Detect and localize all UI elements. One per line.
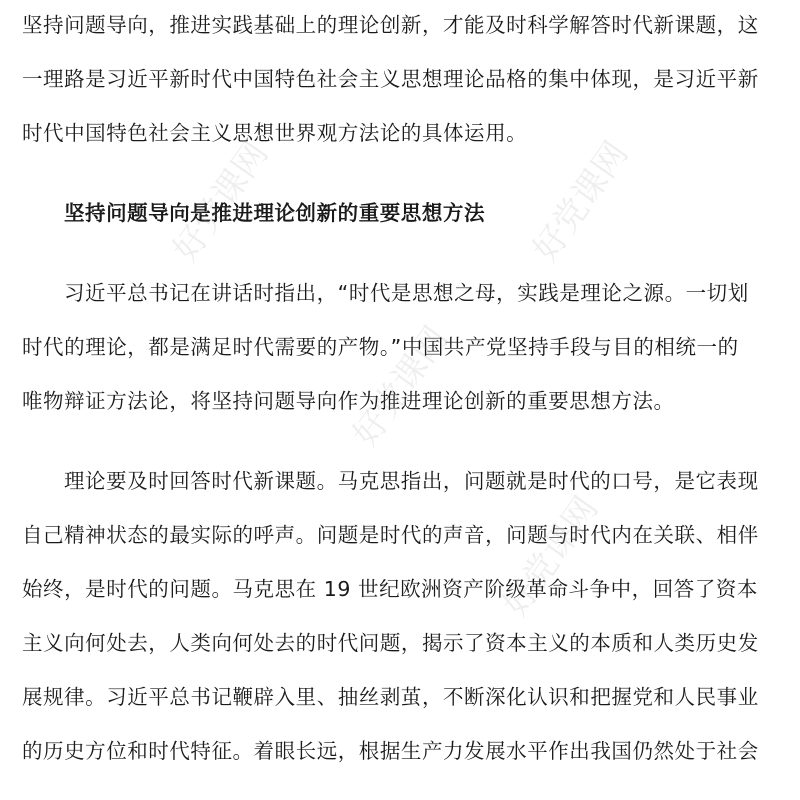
- watermark-text: 好党课网: [525, 134, 637, 269]
- text-line-5: 习近平总书记在讲话时指出，“时代是思想之母，实践是理论之源。一切划: [64, 281, 749, 305]
- text-line-3: 时代中国特色社会主义思想世界观方法论的具体运用。: [22, 121, 528, 145]
- watermark-text: 好党课网: [495, 489, 607, 624]
- text-line-8: 理论要及时回答时代新课题。马克思指出，问题就是时代的口号，是它表现: [64, 469, 759, 493]
- text-line-10: 始终，是时代的问题。马克思在 19 世纪欧洲资产阶级革命斗争中，回答了资本: [22, 577, 758, 601]
- text-line-9: 自己精神状态的最实际的呼声。问题是时代的声音，问题与时代内在关联、相伴: [22, 523, 759, 547]
- text-line-11: 主义向何处去，人类向何处去的时代问题，揭示了资本主义的本质和人类历史发: [22, 631, 759, 655]
- text-line-1: 坚持问题导向，推进实践基础上的理论创新，才能及时科学解答时代新课题，这: [22, 13, 759, 37]
- text-line-12: 展规律。习近平总书记鞭辟入里、抽丝剥茧，不断深化认识和把握党和人民事业: [22, 685, 759, 709]
- section-heading: 坚持问题导向是推进理论创新的重要思想方法: [64, 201, 485, 225]
- text-line-7: 唯物辩证方法论，将坚持问题导向作为推进理论创新的重要思想方法。: [22, 389, 675, 413]
- watermark-text: 好党课网: [345, 319, 457, 454]
- text-line-6: 时代的理论，都是满足时代需要的产物。”中国共产党坚持手段与目的相统一的: [22, 335, 739, 359]
- text-line-2: 一理路是习近平新时代中国特色社会主义思想理论品格的集中体现，是习近平新: [22, 67, 759, 91]
- text-line-13: 的历史方位和时代特征。着眼长远，根据生产力发展水平作出我国仍然处于社会: [22, 739, 759, 763]
- watermark-text: 好党课网: [165, 134, 277, 269]
